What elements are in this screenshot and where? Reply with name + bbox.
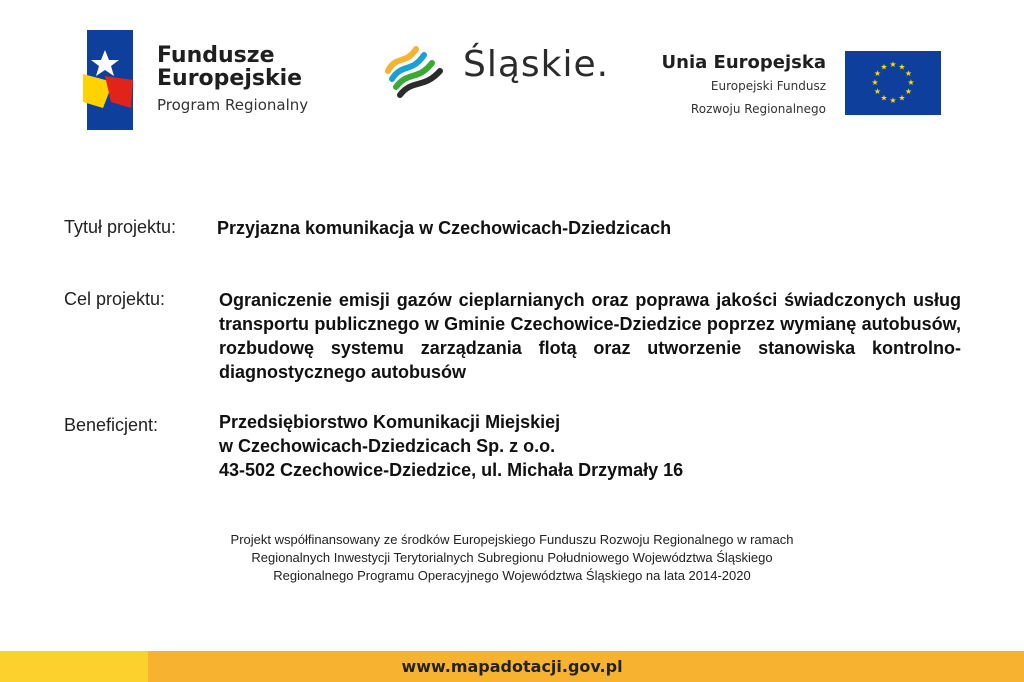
bottom-bar	[0, 651, 1024, 682]
beneficiary-line-2: w Czechowicach-Dziedzicach Sp. z o.o.	[219, 436, 556, 456]
beneficiary-value	[219, 410, 961, 482]
slaskie-waves-icon	[382, 41, 446, 101]
eu-flag-icon	[845, 51, 941, 115]
eu-sub-line1: Europejski Fundusz	[710, 79, 826, 93]
fundusze-europejskie-logo-icon	[83, 30, 135, 130]
fundusze-europejskie-text	[157, 44, 308, 114]
goal-value: Ograniczenie emisji gazów cieplarnianych oraz poprawa jakości świadczonych usług transportu publicznego w Gminie Czechowice-Dziedzice poprzez wymianę autobusów, rozbudowę systemu zarządzania flotą oraz utworzenie stanowiska kontrolno-diagnostycznego autobusów	[219, 290, 961, 382]
logo-bar	[0, 0, 1024, 140]
svg-text:★: ★	[898, 93, 906, 103]
beneficiary-line-1: Przedsiębiorstwo Komunikacji Miejskiej	[219, 412, 561, 432]
svg-text:★: ★	[907, 78, 915, 87]
beneficiary-line-3: 43-502 Czechowice-Dziedzice, ul. Michała Drzymały 16	[219, 460, 684, 480]
slaskie-text: Śląskie.	[463, 44, 610, 85]
svg-text:★: ★	[871, 78, 879, 87]
svg-text:★: ★	[889, 96, 897, 105]
title-value: Przyjazna komunikacja w Czechowicach-Dziedzicach	[217, 218, 672, 238]
fe-subtitle: Program Regionalny	[157, 96, 309, 114]
footnote-line-1: Projekt współfinansowany ze środków Europejskiego Funduszu Rozwoju Regionalnego w ramach	[230, 532, 794, 547]
website-url: www.mapadotacji.gov.pl	[401, 657, 623, 676]
eu-sub-line2: Rozwoju Regionalnego	[690, 102, 826, 116]
eu-title: Unia Europejska	[661, 52, 826, 73]
goal-label: Cel projektu:	[64, 289, 166, 309]
svg-text:★: ★	[873, 87, 882, 96]
svg-text:★: ★	[880, 62, 888, 72]
svg-text:★: ★	[889, 60, 897, 69]
eu-text	[662, 52, 826, 119]
footnote-line-3: Regionalnego Programu Operacyjnego Województwa Śląskiego na lata 2014-2020	[273, 568, 751, 583]
footnote-line-2: Regionalnych Inwestycji Terytorialnych Subregionu Południowego Województwa Śląskiego	[251, 550, 773, 565]
cofinancing-note	[0, 531, 1024, 585]
title-label: Tytuł projektu:	[64, 217, 177, 237]
svg-text:★: ★	[904, 87, 913, 96]
svg-text:★: ★	[873, 69, 882, 78]
svg-text:★: ★	[904, 69, 913, 78]
svg-text:★: ★	[880, 93, 888, 103]
fe-title-line1: Fundusze	[157, 43, 275, 68]
beneficiary-label: Beneficjent:	[64, 415, 159, 435]
svg-text:★: ★	[898, 62, 906, 72]
fe-title-line2: Europejskie	[157, 66, 303, 91]
